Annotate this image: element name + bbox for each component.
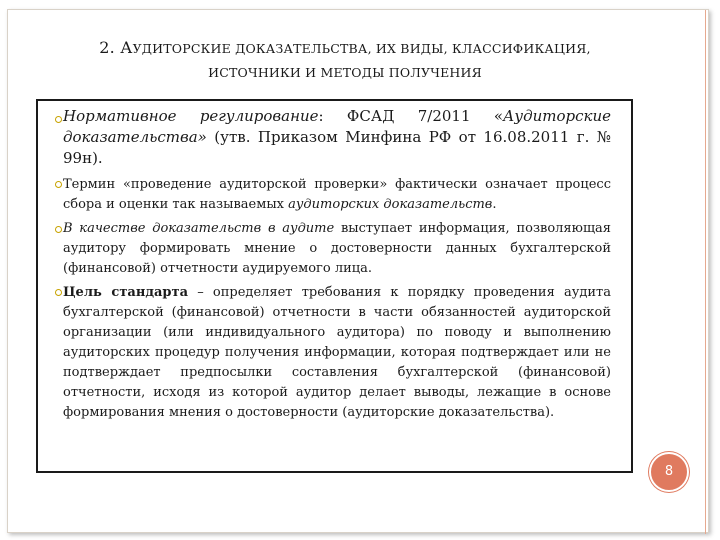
accent-rule-right (705, 24, 706, 534)
bullet-paragraph-2: Термин «проведение аудиторской проверки» фактически означает процесс сбора и оценки так называемых аудиторских доказательств. (63, 177, 611, 212)
page-title (30, 36, 660, 85)
accent-rule-top (705, 10, 706, 24)
bullet-marker-icon (55, 116, 62, 123)
page-number-badge: 8 (649, 452, 689, 492)
bullet-paragraph-3: В качестве доказательств в аудите выступает информация, позволяющая аудитору формировать мнение о достоверности данных бухгалтерской (финансовой) отчетности аудируемого лица. (63, 221, 611, 276)
title-line-1: 2. АУДИТОРСКИЕ ДОКАЗАТЕЛЬСТВА, ИХ ВИДЫ, КЛАССИФИКАЦИЯ, (99, 38, 591, 57)
bullet-marker-icon (55, 181, 62, 188)
bullet-marker-icon (55, 226, 62, 233)
title-line-2: ИСТОЧНИКИ И МЕТОДЫ ПОЛУЧЕНИЯ (208, 65, 482, 80)
bullet-paragraph-4: Цель стандарта – определяет требования к порядку проведения аудита бухгалтерской (финансовой) отчетности в части обязанностей аудиторской организации (или индивидуального аудитора) по поводу и выполнению аудиторских процедур получения информации, которая подтверждает или не подтверждает предпосылки составления бухгалтерской (финансовой) отчетности, исходя из которой аудитор делает выводы, лежащие в основе формирования мнения о достоверности (аудиторские доказательства). (63, 285, 611, 420)
bullet-paragraph-1: Нормативное регулирование: ФСАД 7/2011 «Аудиторские доказательства» (утв. Приказом Минфина РФ от 16.08.2011 г. № 99н). (63, 107, 611, 167)
bullet-marker-icon (55, 289, 62, 296)
